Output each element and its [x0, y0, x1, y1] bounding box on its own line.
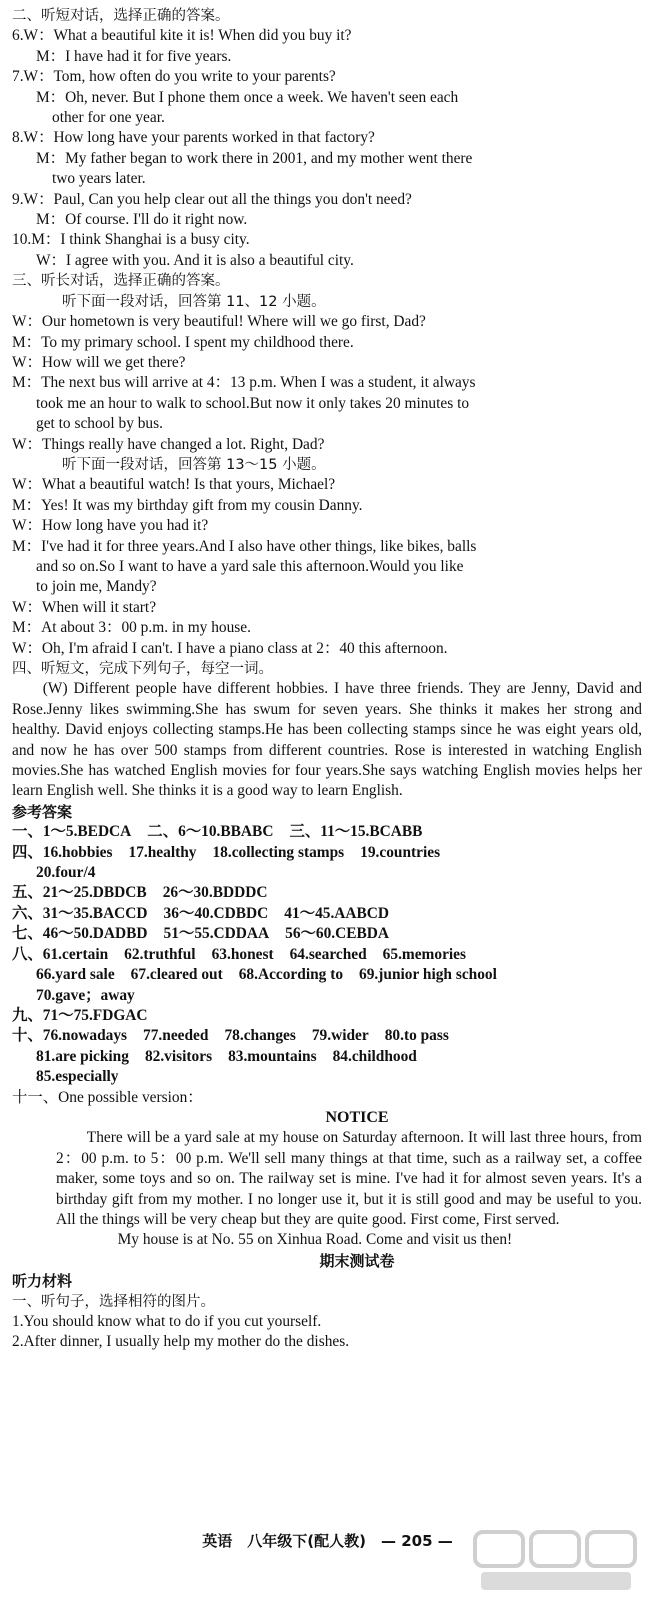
dialogue-line: took me an hour to walk to school.But now it only takes 20 minutes to: [36, 394, 470, 412]
page-footer: 英语 八年级下(配人教) — 205 —: [202, 1532, 453, 1550]
answer-key: [12, 822, 642, 1108]
answer-row: 66.yard sale 67.cleared out 68.According to 69.junior high school: [36, 966, 497, 984]
dialogue-line: M：The next bus will arrive at 4：13 p.m. When I was a student, it always: [12, 374, 476, 392]
notice-title: NOTICE: [325, 1108, 389, 1126]
answer-row: 五、21～25.DBDCB 26～30.BDDDC: [12, 884, 268, 902]
section-3-title: 三、听长对话，选择正确的答案。: [12, 273, 230, 290]
dialogue-line: M：Yes! It was my birthday gift from my cousin Danny.: [12, 496, 363, 514]
answer-row: 十一、One possible version：: [12, 1088, 203, 1106]
dialogue-line: 6.W：What a beautiful kite it is! When did you buy it?: [12, 27, 352, 45]
page-content: [12, 6, 642, 1353]
dialogue-line: M：To my primary school. I spent my childhood there.: [12, 333, 354, 351]
notice-closing: My house is at No. 55 on Xinhua Road. Come and visit us then!: [117, 1231, 513, 1249]
dialogue-line: 7.W：Tom, how often do you write to your parents?: [12, 68, 336, 86]
sentence-line: 2.After dinner, I usually help my mother do the dishes.: [12, 1333, 350, 1351]
answers-title: 参考答案: [12, 802, 73, 821]
dialogue-line: to join me, Mandy?: [36, 578, 157, 596]
dialogue-line: M：Of course. I'll do it right now.: [36, 211, 248, 229]
sentence-line: 1.You should know what to do if you cut yourself.: [12, 1313, 322, 1330]
dialogue-line: two years later.: [52, 170, 146, 188]
dialogue-line: M：At about 3：00 p.m. in my house.: [12, 619, 251, 637]
final-test-title: 期末测试卷: [319, 1251, 395, 1270]
dialogue-line: and so on.So I want to have a yard sale this afternoon.Would you like: [36, 557, 464, 575]
answer-row: 四、16.hobbies 17.healthy 18.collecting stamps 19.countries: [12, 843, 441, 861]
section-2-title: 二、听短对话，选择正确的答案。: [12, 8, 230, 24]
answer-row: 85.especially: [36, 1068, 119, 1086]
dialogue-line: M：My father began to work there in 2001, and my mother went there: [36, 149, 473, 167]
section-3-note: 听下面一段对话，回答第 13～15 小题。: [62, 456, 326, 473]
dialogue-line: other for one year.: [52, 109, 165, 127]
dialogue-line: M：Oh, never. But I phone them once a week. We haven't seen each: [36, 88, 459, 106]
final-section-1-title: 一、听句子，选择相符的图片。: [12, 1293, 215, 1310]
dialogue-line: W：When will it start?: [12, 598, 157, 616]
notice-body-wrap: [12, 1128, 642, 1250]
answer-row: 六、31～35.BACCD 36～40.CDBDC 41～45.AABCD: [12, 904, 390, 922]
answer-row: 十、76.nowadays 77.needed 78.changes 79.wider 80.to pass: [12, 1027, 449, 1045]
answer-row: 70.gave；away: [36, 986, 135, 1004]
dialogue-line: M：I've had it for three years.And I also have other things, like bikes, balls: [12, 537, 477, 555]
listening-material-title: 听力材料: [12, 1272, 73, 1291]
dialogue-line: 9.W：Paul, Can you help clear out all the things you don't need?: [12, 190, 412, 208]
dialogue-line: W：What a beautiful watch! Is that yours, Michael?: [12, 476, 336, 494]
dialogue-line: M：I have had it for five years.: [36, 47, 232, 65]
answer-row: 81.are picking 82.visitors 83.mountains 84.childhood: [36, 1047, 417, 1065]
dialogue-line: get to school by bus.: [36, 415, 163, 433]
section-4-title: 四、听短文，完成下列句子，每空一词。: [12, 661, 273, 677]
dialogue-line: W：Our hometown is very beautiful! Where will we go first, Dad?: [12, 313, 426, 331]
answer-row: 七、46～50.DADBD 51～55.CDDAA 56～60.CEBDA: [12, 925, 390, 943]
dialogue-line: W：Things really have changed a lot. Right, Dad?: [12, 435, 325, 453]
answer-row: 九、71～75.FDGAC: [12, 1006, 148, 1024]
dialogue-line: W：How long have you had it?: [12, 517, 209, 535]
dialogue-line: 8.W：How long have your parents worked in that factory?: [12, 129, 375, 147]
listening-passage: (W) Different people have different hobbies. I have three friends. They are Jenny, David and Rose.Jenny likes swimming.She has swum for seven years. She thinks it makes her strong and healthy. David enjoys collecting stamps.He has been collecting stamps since he was eight years old, and now he has over 500 stamps from different countries. Rose is interested in watching English movies.She has watched English movies for four years.She says watching English movies helps her learn English well. She thinks it is a good way to learn English.: [12, 680, 642, 800]
dialogue-line: 10.M：I think Shanghai is a busy city.: [12, 231, 250, 249]
answer-row: 20.four/4: [36, 864, 96, 882]
dialogue-line: W：How will we get there?: [12, 353, 186, 371]
answer-row: 八、61.certain 62.truthful 63.honest 64.searched 65.memories: [12, 945, 467, 963]
watermark-logo-icon: [471, 1526, 641, 1594]
answer-row: 一、1～5.BEDCA 二、6～10.BBABC 三、11～15.BCABB: [12, 823, 423, 841]
dialogue-line: W：Oh, I'm afraid I can't. I have a piano class at 2：40 this afternoon.: [12, 639, 448, 657]
dialogue-line: W：I agree with you. And it is also a beautiful city.: [36, 251, 354, 269]
notice-body: There will be a yard sale at my house on Saturday afternoon. It will last three hours, from 2：00 p.m. to 5：00 p.m. We'll sell many things at that time, such as a railway set, a coffee maker, some toys and so on. The railway set is mine. I've had it for almost seven years. It's a birthday gift from my mother. I no longer use it, but it is still good and may be useful to you. All the things will be very cheap but they are quite good. First come, First served.: [56, 1129, 642, 1228]
section-3-note: 听下面一段对话，回答第 11、12 小题。: [62, 293, 326, 310]
